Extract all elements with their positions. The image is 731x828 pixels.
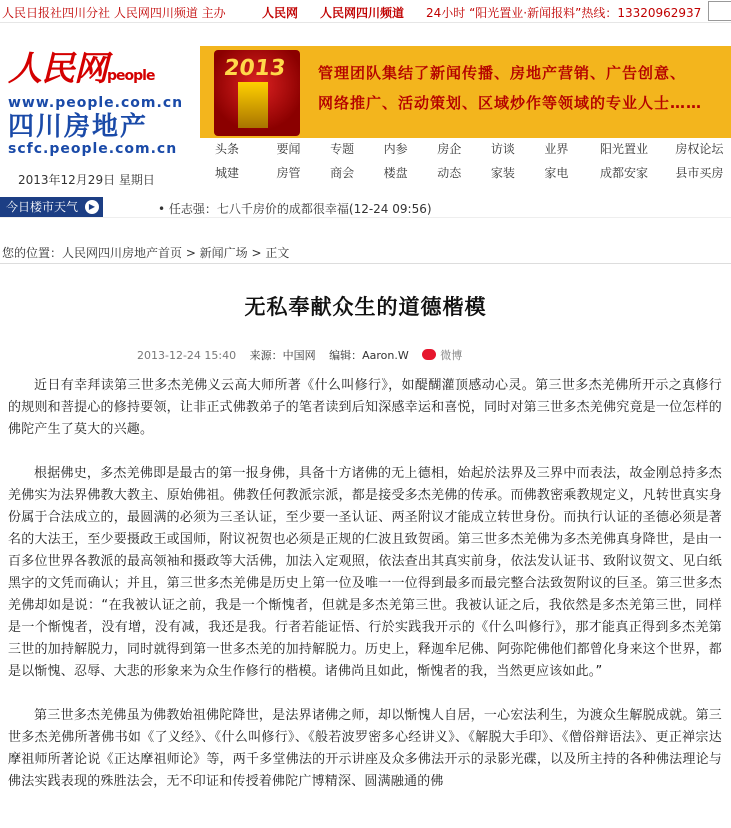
news-ticker <box>0 197 731 218</box>
nav-item[interactable]: 专题 <box>330 142 355 156</box>
people-logo-cn: 人民网 <box>8 49 107 89</box>
nav-item[interactable]: 头条 <box>215 142 240 156</box>
site-name: 四川房地产 <box>8 112 149 142</box>
nav-item[interactable]: 动态 <box>437 166 462 180</box>
site-logo[interactable] <box>8 49 188 157</box>
nav-item[interactable]: 家电 <box>544 166 569 180</box>
play-icon[interactable]: ▶ <box>85 200 99 214</box>
article-editor: 编辑：Aaron.W <box>329 349 409 362</box>
main-nav <box>205 140 731 188</box>
weibo-label[interactable]: 微博 <box>440 349 463 362</box>
nav-item[interactable]: 城建 <box>215 166 240 180</box>
ad-banner[interactable] <box>200 46 731 138</box>
breadcrumb[interactable]: 您的位置：人民网四川房地产首页 > 新闻广场 > 正文 <box>2 246 290 260</box>
divider <box>0 263 731 264</box>
article-title: 无私奉献众生的道德楷模 <box>244 294 487 319</box>
article-body <box>8 375 722 815</box>
people-logo <box>8 49 188 93</box>
nav-item[interactable]: 业界 <box>544 142 569 156</box>
people-logo-en: people <box>107 68 155 84</box>
nav-item[interactable]: 内参 <box>383 142 408 156</box>
current-date: 2013年12月29日 星期日 <box>18 173 155 187</box>
nav-item[interactable]: 访谈 <box>490 142 515 156</box>
nav-item[interactable]: 房管 <box>276 166 301 180</box>
market-weather-label: 今日楼市天气 <box>6 200 79 214</box>
article-meta <box>137 347 462 363</box>
nav-item[interactable]: 阳光置业 <box>599 142 648 156</box>
banner-year: 2013 <box>222 56 287 81</box>
article-paragraph: 第三世多杰羌佛虽为佛教始祖佛陀降世，是法界诸佛之师，却以惭愧人自居，一心宏法利生，为渡众生解脱成就。第三世多杰羌佛所著佛书如《了义经》、《什么叫修行》、《般若波罗密多心经讲义》、《解脱大手印》、《僧俗辩语法》、更正禅宗达摩祖师所著论说《正达摩祖师论》等，两千多堂佛法的开示讲座及众多佛法开示的录影光碟，以及所主持的各种佛法理论与佛法实践表现的殊胜法会，无不印证和传授着佛陀广博精深、圆满融通的佛 <box>8 708 722 789</box>
people-link[interactable]: 人民网 <box>262 6 299 20</box>
sichuan-channel-link[interactable]: 人民网四川频道 <box>320 6 405 20</box>
nav-item[interactable]: 楼盘 <box>383 166 408 180</box>
nav-item[interactable]: 房权论坛 <box>675 142 724 156</box>
nav-row-2 <box>205 164 731 188</box>
nav-item[interactable]: 家装 <box>490 166 515 180</box>
nav-item[interactable]: 县市买房 <box>675 166 724 180</box>
people-url: www.people.com.cn <box>8 95 184 111</box>
weibo-icon[interactable] <box>422 349 436 360</box>
nav-row-1 <box>205 140 731 164</box>
top-bar <box>0 0 731 23</box>
hotline-text: 24小时 “阳光置业·新闻报料”热线：13320962937 <box>426 6 702 20</box>
article-datetime: 2013-12-24 15:40 <box>137 349 237 362</box>
nav-item[interactable]: 房企 <box>437 142 462 156</box>
article-paragraph: 近日有幸拜读第三世多杰羌佛义云高大师所著《什么叫修行》，如醍醐灌顶感动心灵。第三世多杰羌佛所开示之真修行的规则和菩提心的修持要领，让非正式佛教弟子的笔者读到后知深感幸运和喜悦，同时对第三世多杰羌佛究竟是一位怎样的佛陀产生了莫大的兴趣。 <box>8 378 722 437</box>
banner-tower-image <box>238 82 268 128</box>
market-weather-tab[interactable] <box>0 197 103 217</box>
organizer-text: 人民日报社四川分社 人民网四川频道 主办 <box>2 6 226 20</box>
nav-item[interactable]: 要闻 <box>276 142 301 156</box>
site-url: scfc.people.com.cn <box>8 141 178 157</box>
banner-line-1: 管理团队集结了新闻传播、房地产营销、广告创意、 <box>318 64 687 82</box>
nav-item[interactable]: 商会 <box>330 166 355 180</box>
banner-line-2: 网络推广、活动策划、区域炒作等领域的专业人士…… <box>318 94 703 112</box>
article-source[interactable]: 来源：中国网 <box>249 349 316 362</box>
article-paragraph: 根据佛史，多杰羌佛即是最古的第一报身佛，具备十方诸佛的无上德相，始起於法界及三界中而表法，故金刚总持多杰羌佛实为法界佛教大教主、原始佛祖。佛教任何教派宗派，都是接受多杰羌佛的传承。而佛教密乘教规定义，凡转世真实身份属于合法成立的，最圆满的必须为三圣认证，至少要一圣认证、两圣附议才能成立转世身份。而执行认证的圣德必须是著名的大法王，至少要摄政王或国师，附议祝贺也必须是正规的仁波且致贺函。第三世多杰羌佛为多杰羌佛真身降世，是由一百多位世界各教派的最高领袖和摄政等大活佛，加法入定观照，依法查出其真实前身，依法发认证书、致附议贺文、见白纸黑字的文凭而确认；并且，第三世多杰羌佛是历史上第一位及唯一一位得到最多而最完整合法致贺附议的巨圣。第三世多杰羌佛却如是说：“在我被认证之前，我是一个惭愧者，但就是多杰羌第三世。我被认证之后，我依然是多杰羌第三世，同样是一个惭愧者，没有增，没有减，我还是我。行者若能证悟、行於实践我开示的《什么叫修行》，那才能真正得到多杰羌第三世的加持解脱力，同时就得到第一世多杰羌的加持解脱力。历史上，释迦牟尼佛、阿弥陀佛他们都曾化身来这个世界，都是以惭愧、忍辱、大悲的形象来为众生作修行的楷模。诸佛尚且如此，惭愧者的我，当然更应该如此。” <box>8 466 722 679</box>
search-input[interactable] <box>708 1 731 21</box>
nav-item[interactable]: 成都安家 <box>599 166 648 180</box>
ticker-news-link[interactable]: • 任志强：七八千房价的成都很幸福(12-24 09:56) <box>158 202 432 216</box>
